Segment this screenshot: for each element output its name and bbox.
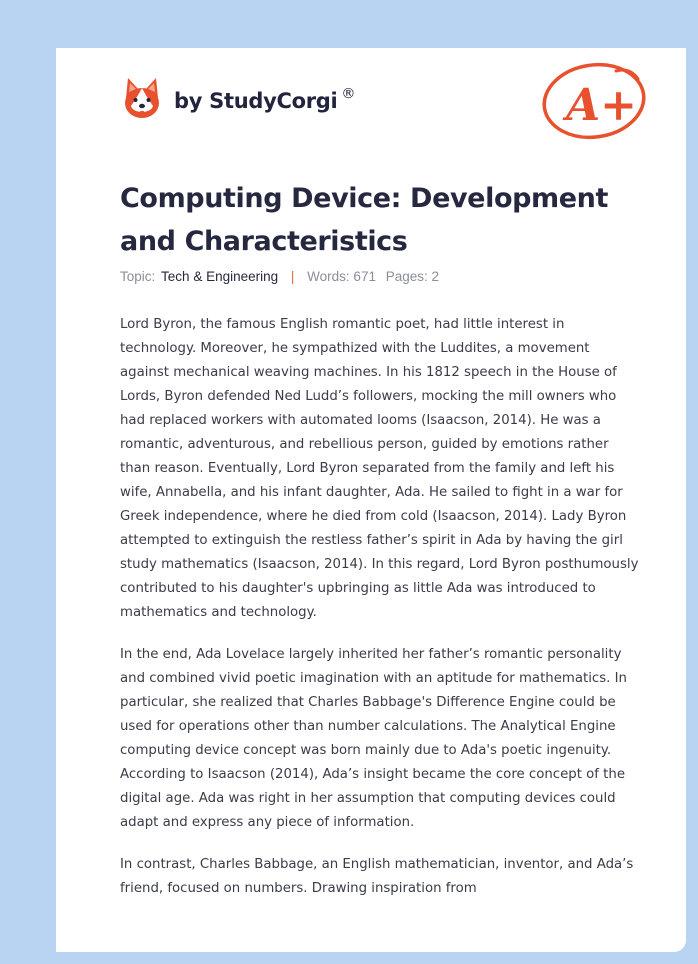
document-meta xyxy=(120,269,439,284)
document-page xyxy=(56,48,686,952)
paragraph: Lord Byron, the famous English romantic poet, had little interest in technology. Moreover, he sympathized with the Luddites, a movement against mechanical weaving machines. In his 1812 speech in the House of Lords, Byron defended Ned Ludd’s followers, mocking the mill owners who had replaced workers with automated looms (Isaacson, 2014). He was a romantic, adventurous, and rebellious person, guided by emotions rather than reason. Eventually, Lord Byron separated from the family and left his wife, Annabella, and his infant daughter, Ada. He sailed to fight in a war for Greek independence, where he died from cold (Isaacson, 2014). Lady Byron attempted to extinguish the restless father’s spirit in Ada by having the girl study mathematics (Isaacson, 2014). In this regard, Lord Byron posthumously contributed to his daughter's upbringing as little Ada was introduced to mathematics and technology. xyxy=(120,317,639,620)
document-title: Computing Device: Development and Characteristics xyxy=(120,183,608,257)
paragraph: In contrast, Charles Babbage, an English mathematician, inventor, and Ada’s friend, focused on numbers. Drawing inspiration from xyxy=(120,857,634,896)
meta-separator: | xyxy=(290,269,295,284)
document-body xyxy=(120,313,640,919)
registered-mark: ® xyxy=(341,86,356,102)
brand-name: by StudyCorgi xyxy=(174,89,338,113)
word-count: Words: 671 xyxy=(307,269,376,284)
grade-text: A+ xyxy=(566,80,638,131)
paragraph: In the end, Ada Lovelace largely inherited her father’s romantic personality and combined vivid poetic imagination with an aptitude for mathematics. In particular, she realized that Charles Babbage's Difference Engine could be used for operations other than number calculations. The Analytical Engine computing device concept was born mainly due to Ada's poetic ingenuity. According to Isaacson (2014), Ada’s insight became the core concept of the digital age. Ada was right in her assumption that computing devices could adapt and express any piece of information. xyxy=(120,647,627,830)
page-count: Pages: 2 xyxy=(385,269,440,284)
topic-link[interactable]: Tech & Engineering xyxy=(161,269,279,284)
brand-header[interactable] xyxy=(122,76,355,120)
grade-a-plus-icon xyxy=(538,59,648,141)
corgi-logo-icon xyxy=(122,76,162,120)
topic-label: Topic: xyxy=(120,269,156,284)
